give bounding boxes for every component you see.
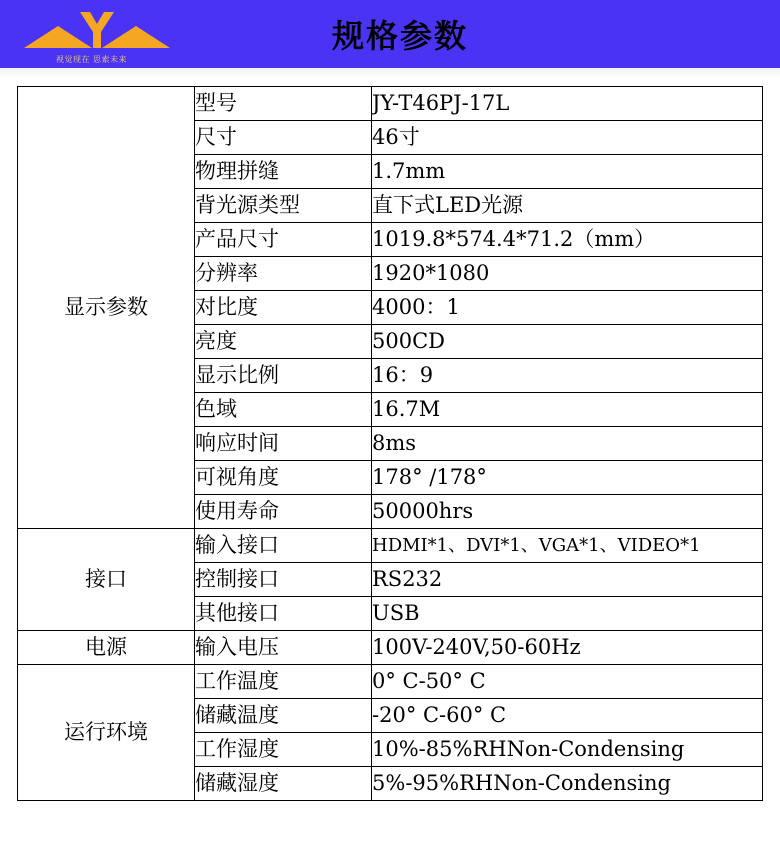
category-cell: 接口 (18, 529, 195, 631)
spec-label: 输入电压 (195, 631, 372, 665)
spec-value: -20° C-60° C (372, 699, 763, 733)
spec-value: 10%-85%RHNon-Condensing (372, 733, 763, 767)
category-cell: 运行环境 (18, 665, 195, 801)
spec-label: 储藏湿度 (195, 767, 372, 801)
spec-value: 5%-95%RHNon-Condensing (372, 767, 763, 801)
spec-label: 物理拼缝 (195, 155, 372, 189)
spec-row (18, 87, 763, 121)
spec-label: 使用寿命 (195, 495, 372, 529)
spec-value: 100V-240V,50-60Hz (372, 631, 763, 665)
spec-value: 4000：1 (372, 291, 763, 325)
category-cell: 显示参数 (18, 87, 195, 529)
spec-value: 50000hrs (372, 495, 763, 529)
spec-value: USB (372, 597, 763, 631)
spec-label: 输入接口 (195, 529, 372, 563)
spec-row (18, 529, 763, 563)
spec-label: 尺寸 (195, 121, 372, 155)
page-title: 规格参数 (331, 17, 468, 55)
spec-label: 对比度 (195, 291, 372, 325)
spec-label: 色域 (195, 393, 372, 427)
spec-label: 背光源类型 (195, 189, 372, 223)
spec-value: 16：9 (372, 359, 763, 393)
spec-value: 直下式LED光源 (372, 189, 763, 223)
spec-label: 亮度 (195, 325, 372, 359)
header-divider (0, 68, 780, 80)
spec-row (18, 631, 763, 665)
logo-tagline: 视觉现在 思索未来 (56, 55, 128, 64)
spec-value: 16.7M (372, 393, 763, 427)
spec-value: HDMI*1、DVI*1、VGA*1、VIDEO*1 (372, 529, 763, 563)
spec-row (18, 665, 763, 699)
spec-value: 0° C-50° C (372, 665, 763, 699)
spec-label: 工作湿度 (195, 733, 372, 767)
spec-value: 178° /178° (372, 461, 763, 495)
spec-label: 响应时间 (195, 427, 372, 461)
spec-table (17, 86, 763, 801)
spec-label: 型号 (195, 87, 372, 121)
spec-value: 46寸 (372, 121, 763, 155)
spec-value: 1019.8*574.4*71.2（mm） (372, 223, 763, 257)
header-bar (0, 0, 780, 68)
spec-value: JY-T46PJ-17L (372, 87, 763, 121)
spec-value: 1920*1080 (372, 257, 763, 291)
category-cell: 电源 (18, 631, 195, 665)
spec-label: 其他接口 (195, 597, 372, 631)
spec-label: 产品尺寸 (195, 223, 372, 257)
spec-value: RS232 (372, 563, 763, 597)
spec-value: 500CD (372, 325, 763, 359)
spec-label: 可视角度 (195, 461, 372, 495)
spec-label: 显示比例 (195, 359, 372, 393)
spec-label: 储藏温度 (195, 699, 372, 733)
spec-label: 工作温度 (195, 665, 372, 699)
spec-label: 分辨率 (195, 257, 372, 291)
spec-value: 8ms (372, 427, 763, 461)
spec-label: 控制接口 (195, 563, 372, 597)
spec-value: 1.7mm (372, 155, 763, 189)
